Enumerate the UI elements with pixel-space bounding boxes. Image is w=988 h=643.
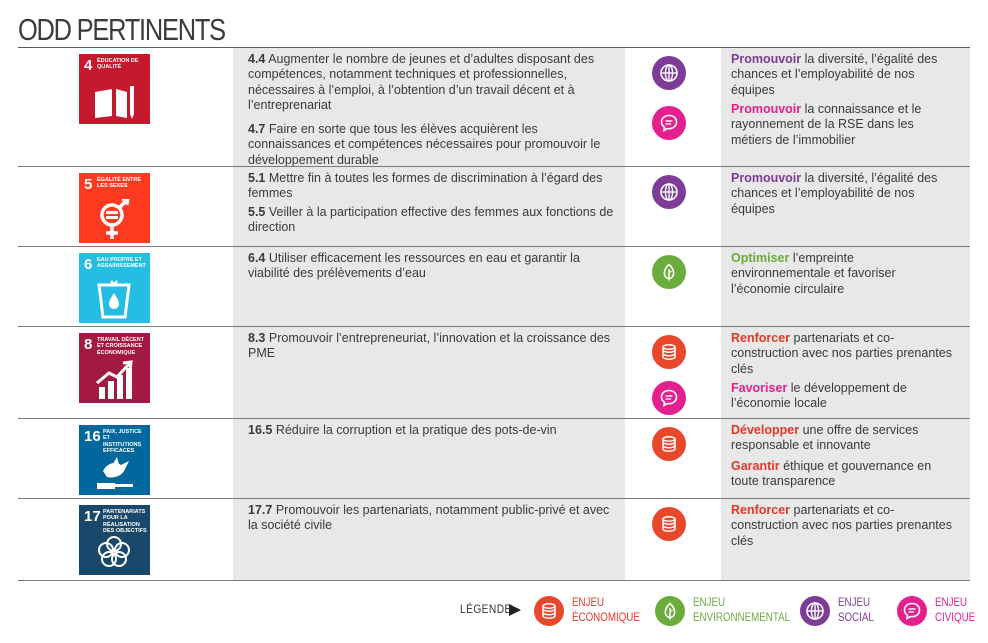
- sdg-row: [18, 327, 970, 419]
- enjeu-item: [731, 251, 956, 297]
- target-text: Mettre fin à toutes les formes de discrimination à l’égard des femmes: [248, 171, 603, 201]
- sdg-label: TRAVAIL DÉCENT ET CROISSANCE ÉCONOMIQUE: [97, 337, 145, 356]
- enjeu-item: [731, 331, 956, 377]
- enjeu-text: partenariats et co-construction avec nos parties prenantes clés: [731, 331, 952, 376]
- enjeu-verb: Renforcer: [731, 503, 791, 517]
- target-code: 17.7: [248, 503, 273, 517]
- sdg-tile: [79, 333, 150, 403]
- coin-stack-icon: [534, 596, 564, 626]
- enjeu-verb: Garantir: [731, 459, 780, 473]
- target-item: [248, 52, 618, 113]
- enjeu-item: [731, 503, 956, 549]
- enjeu-text: une offre de services responsable et innovante: [731, 423, 919, 453]
- enjeu-verb: Promouvoir: [731, 52, 802, 66]
- enjeu-verb: Favoriser: [731, 381, 788, 395]
- target-code: 6.4: [248, 251, 266, 265]
- globe-icon: [800, 596, 830, 626]
- target-text: Utiliser efficacement les ressources en eau et garantir la viabilité des prélèvements d’eau: [248, 251, 580, 281]
- enjeu-text: la diversité, l’égalité des chances et l’employabilité de nos équipes: [731, 171, 938, 216]
- legend-label-line1: ENJEU: [693, 597, 726, 609]
- legend-title: LÉGENDE: [460, 602, 512, 616]
- dove-gavel-icon: [89, 451, 139, 493]
- legend-label-line2: CIVIQUE: [935, 611, 976, 624]
- legend-arrow-icon: [509, 604, 521, 616]
- sdg-row: [18, 167, 970, 247]
- target-code: 4.7: [248, 122, 266, 136]
- sdg-label: ÉDUCATION DE QUALITÉ: [97, 58, 139, 71]
- enjeu-verb: Développer: [731, 423, 800, 437]
- target-text: Augmenter le nombre de jeunes et d’adultes disposant des compétences, notamment techniques et professionnelles, nécessaires à l’emploi, à l’obtention d’un travail décent et à l’entreprenariat: [248, 52, 595, 112]
- legend-label: [935, 596, 988, 626]
- target-item: [248, 503, 618, 534]
- enjeu-verb: Optimiser: [731, 251, 790, 265]
- target-text: Réduire la corruption et la pratique des pots-de-vin: [275, 423, 557, 437]
- book-pencil-icon: [89, 80, 139, 122]
- coin-stack-icon: [652, 427, 686, 461]
- sdg-row: [18, 247, 970, 327]
- coin-stack-icon: [652, 335, 686, 369]
- sdg-tile: [79, 253, 150, 323]
- sdg-number: 16: [84, 428, 101, 445]
- sdg-number: 8: [84, 336, 93, 353]
- target-code: 16.5: [248, 423, 273, 437]
- leaf-icon: [655, 596, 685, 626]
- growth-chart-icon: [89, 359, 139, 401]
- enjeu-text: la diversité, l’égalité des chances et l’employabilité de nos équipes: [731, 52, 938, 97]
- target-text: Faire en sorte que tous les élèves acquièrent les connaissances et compétences nécessaires pour promouvoir le développement durable: [248, 122, 601, 167]
- speech-bubble-icon: [652, 106, 686, 140]
- target-item: [248, 331, 618, 362]
- enjeu-item: [731, 52, 956, 98]
- speech-bubble-icon: [652, 381, 686, 415]
- enjeu-text: éthique et gouvernance en toute transparence: [731, 459, 932, 489]
- globe-icon: [652, 175, 686, 209]
- sdg-label: PARTENARIATS POUR LA RÉALISATION DES OBJECTIFS: [103, 509, 147, 534]
- sdg-row: [18, 419, 970, 499]
- coin-stack-icon: [652, 507, 686, 541]
- enjeu-verb: Promouvoir: [731, 171, 802, 185]
- flower-rings-icon: [89, 531, 139, 573]
- enjeu-item: [731, 381, 956, 412]
- target-code: 4.4: [248, 52, 266, 66]
- legend: [0, 592, 988, 632]
- target-code: 5.5: [248, 205, 266, 219]
- enjeu-item: [731, 459, 956, 490]
- target-text: Promouvoir l’entrepreneuriat, l’innovation et la croissance des PME: [248, 331, 611, 361]
- sdg-tile: [79, 425, 150, 495]
- water-drop-glass-icon: [89, 279, 139, 321]
- enjeu-item: [731, 423, 956, 454]
- sdg-number: 4: [84, 57, 93, 74]
- target-item: [248, 423, 618, 438]
- page-title: ODD PERTINENTS: [18, 12, 225, 47]
- enjeu-verb: Promouvoir: [731, 102, 802, 116]
- enjeu-text: le développement de l’économie locale: [731, 381, 907, 411]
- target-code: 8.3: [248, 331, 266, 345]
- sdg-label: ÉGALITÉ ENTRE LES SEXES: [97, 177, 142, 190]
- target-code: 5.1: [248, 171, 266, 185]
- sdg-label: PAIX, JUSTICE ET INSTITUTIONS EFFICACES: [103, 429, 142, 454]
- legend-label: [693, 596, 791, 626]
- target-text: Veiller à la participation effective des femmes aux fonctions de direction: [248, 205, 614, 235]
- bottom-rule: [18, 580, 970, 581]
- legend-label-line2: SOCIAL: [838, 611, 874, 624]
- sdg-number: 5: [84, 176, 93, 193]
- target-item: [248, 171, 618, 202]
- sdg-tile: [79, 505, 150, 575]
- sdg-row: [18, 499, 970, 580]
- gender-equality-icon: [89, 199, 139, 241]
- enjeu-verb: Renforcer: [731, 331, 791, 345]
- sdg-tile: [79, 54, 150, 124]
- target-item: [248, 122, 618, 168]
- legend-label-line2: ÉCONOMIQUE: [572, 611, 640, 624]
- target-item: [248, 205, 618, 236]
- enjeu-text: la connaissance et le rayonnement de la RSE dans les métiers de l’immobilier: [731, 102, 922, 147]
- legend-label-line1: ENJEU: [935, 597, 968, 609]
- legend-label-line1: ENJEU: [572, 597, 605, 609]
- target-item: [248, 251, 618, 282]
- legend-label-line2: ENVIRONNEMENTAL: [693, 611, 791, 624]
- legend-label: [572, 596, 666, 626]
- enjeu-text: partenariats et co-construction avec nos parties prenantes clés: [731, 503, 952, 548]
- enjeu-item: [731, 171, 956, 217]
- sdg-number: 17: [84, 508, 101, 525]
- enjeu-text: l’empreinte environnementale et favoriser l’économie circulaire: [731, 251, 896, 296]
- sdg-number: 6: [84, 256, 93, 273]
- leaf-icon: [652, 255, 686, 289]
- sdg-row: [18, 48, 970, 167]
- speech-bubble-icon: [897, 596, 927, 626]
- globe-icon: [652, 56, 686, 90]
- sdg-tile: [79, 173, 150, 243]
- enjeu-item: [731, 102, 956, 148]
- legend-label-line1: ENJEU: [838, 597, 871, 609]
- sdg-label: EAU PROPRE ET ASSAINISSEMENT: [97, 257, 146, 270]
- target-text: Promouvoir les partenariats, notamment public-privé et avec la société civile: [248, 503, 610, 533]
